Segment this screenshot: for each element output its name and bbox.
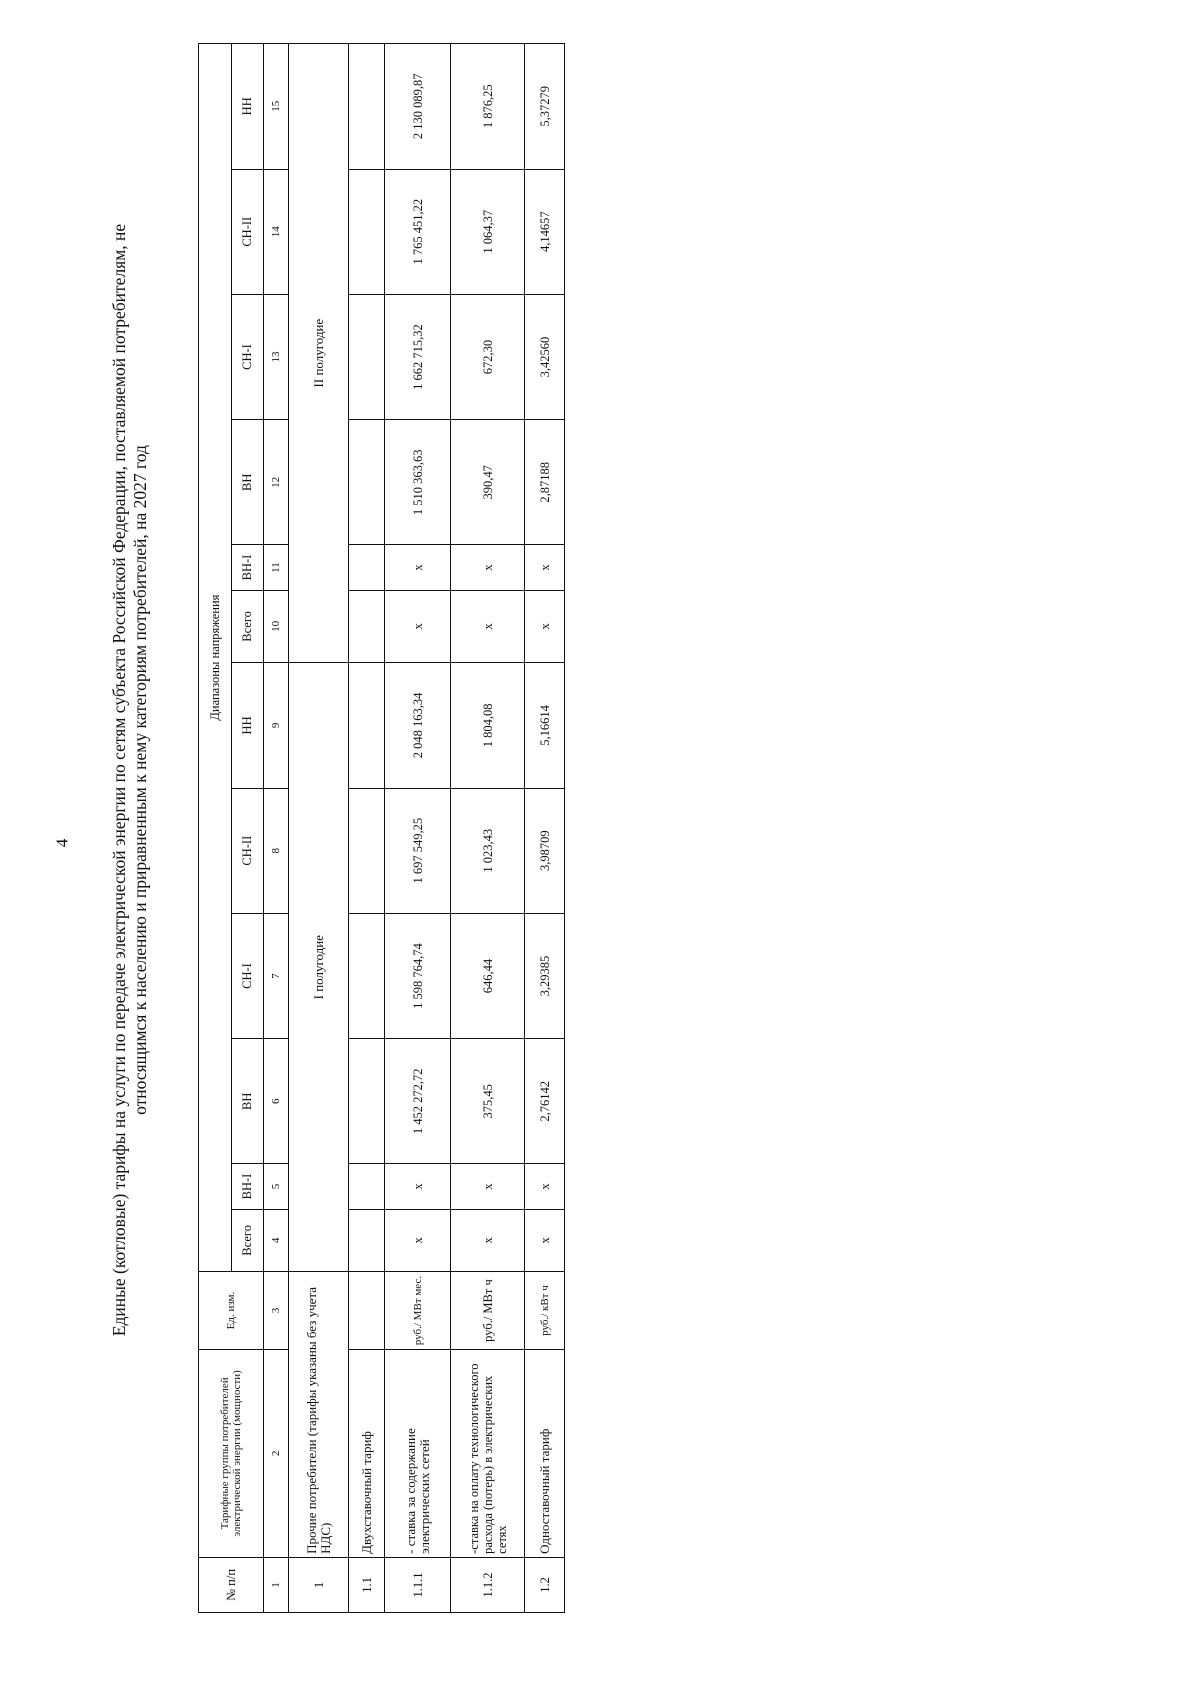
cell: 1 804,08 [451,663,525,788]
row-unit [349,1272,385,1350]
cell: x [525,1209,565,1272]
header-col-9: НН [231,663,264,788]
group-row [289,44,349,1613]
header-col-6: ВН [231,1039,264,1164]
header-no: № п/п [199,1557,264,1612]
col-number: 11 [264,545,289,590]
group-no: 1 [289,1557,349,1612]
group-name: Прочие потребители (тарифы указаны без учета НДС) [289,1272,349,1558]
col-number: 12 [264,420,289,545]
row-no: 1.2 [525,1557,565,1612]
col-number: 5 [264,1164,289,1209]
cell: 1 452 272,72 [385,1039,451,1164]
header-col-7: СН-I [231,913,264,1038]
col-number: 3 [264,1272,289,1350]
header-col-15: НН [231,44,264,170]
cell: x [451,590,525,663]
row-name: - ставка за содержание электрических сетей [385,1349,451,1557]
title-line-1: Единые (котловые) тарифы на услуги по передаче электрической энергии по сетям субъекта Российской Федерации, поставляемой потребителям, не [109,223,129,1337]
document-title [109,80,179,1480]
cell: 2,87188 [525,420,565,545]
col-number: 4 [264,1209,289,1272]
cell: x [385,590,451,663]
cell: 646,44 [451,913,525,1038]
header-unit: Ед. изм. [199,1272,264,1350]
cell: 375,45 [451,1039,525,1164]
page-number: 4 [52,838,72,848]
tariff-table [198,43,565,1613]
table-row [349,44,385,1613]
cell: x [451,545,525,590]
cell [349,44,385,170]
row-name: Одноставочный тариф [525,1349,565,1557]
header-voltage-ranges: Диапазоны напряжения [199,44,232,1272]
cell: 390,47 [451,420,525,545]
tariff-table-rotated [198,43,565,1613]
header-col-13: СН-I [231,294,264,419]
row-unit: руб./ МВт мес. [385,1272,451,1350]
col-number: 6 [264,1039,289,1164]
cell: 4,14657 [525,169,565,294]
cell: 1 697 549,25 [385,788,451,913]
cell: 1 598 764,74 [385,913,451,1038]
header-groups: Тарифные группы потребителей электрической энергии (мощности) [199,1349,264,1557]
header-row-1 [199,44,232,1613]
cell: 3,42560 [525,294,565,419]
cell [349,545,385,590]
cell: x [385,545,451,590]
col-number: 10 [264,590,289,663]
row-no: 1.1.2 [451,1557,525,1612]
cell: 5,37279 [525,44,565,170]
cell: 1 876,25 [451,44,525,170]
col-number: 14 [264,169,289,294]
cell [349,1164,385,1209]
cell: x [451,1209,525,1272]
col-number: 13 [264,294,289,419]
col-number: 8 [264,788,289,913]
cell: x [385,1209,451,1272]
header-col-14: СН-II [231,169,264,294]
row-no: 1.1 [349,1557,385,1612]
table-row [451,44,525,1613]
cell: x [525,590,565,663]
cell: x [525,1164,565,1209]
title-line-2: относящимся к населению и приравненным к нему категориям потребителей, на 2027 год [130,445,150,1115]
cell: 2 048 163,34 [385,663,451,788]
header-col-11: ВН-I [231,545,264,590]
cell: 2,76142 [525,1039,565,1164]
cell [349,1039,385,1164]
col-number: 2 [264,1349,289,1557]
col-number: 9 [264,663,289,788]
half-year-1: I полугодие [289,663,349,1272]
cell [349,169,385,294]
cell [349,663,385,788]
header-col-12: ВН [231,420,264,545]
cell: 1 064,37 [451,169,525,294]
col-number: 7 [264,913,289,1038]
cell: 3,29385 [525,913,565,1038]
col-number: 1 [264,1557,289,1612]
cell: 1 662 715,32 [385,294,451,419]
header-col-4: Всего [231,1209,264,1272]
cell: 1 510 363,63 [385,420,451,545]
half-year-2: II полугодие [289,44,349,663]
header-col-10: Всего [231,590,264,663]
cell: 1 023,43 [451,788,525,913]
header-col-8: СН-II [231,788,264,913]
cell [349,590,385,663]
cell [349,913,385,1038]
cell [349,294,385,419]
row-name: -ставка на оплату технологического расхода (потерь) в электрических сетях [451,1349,525,1557]
cell: x [385,1164,451,1209]
table-row [385,44,451,1613]
cell: 5,16614 [525,663,565,788]
header-col-5: ВН-I [231,1164,264,1209]
cell: x [451,1164,525,1209]
cell: 3,98709 [525,788,565,913]
row-unit: руб./ МВт ч [451,1272,525,1350]
row-unit: руб./ кВт ч [525,1272,565,1350]
cell: x [525,545,565,590]
row-name: Двухставочный тариф [349,1349,385,1557]
row-no: 1.1.1 [385,1557,451,1612]
cell: 1 765 451,22 [385,169,451,294]
cell: 672,30 [451,294,525,419]
col-number: 15 [264,44,289,170]
cell [349,788,385,913]
cell [349,1209,385,1272]
column-number-row [264,44,289,1613]
cell [349,420,385,545]
cell: 2 130 089,87 [385,44,451,170]
table-row [525,44,565,1613]
